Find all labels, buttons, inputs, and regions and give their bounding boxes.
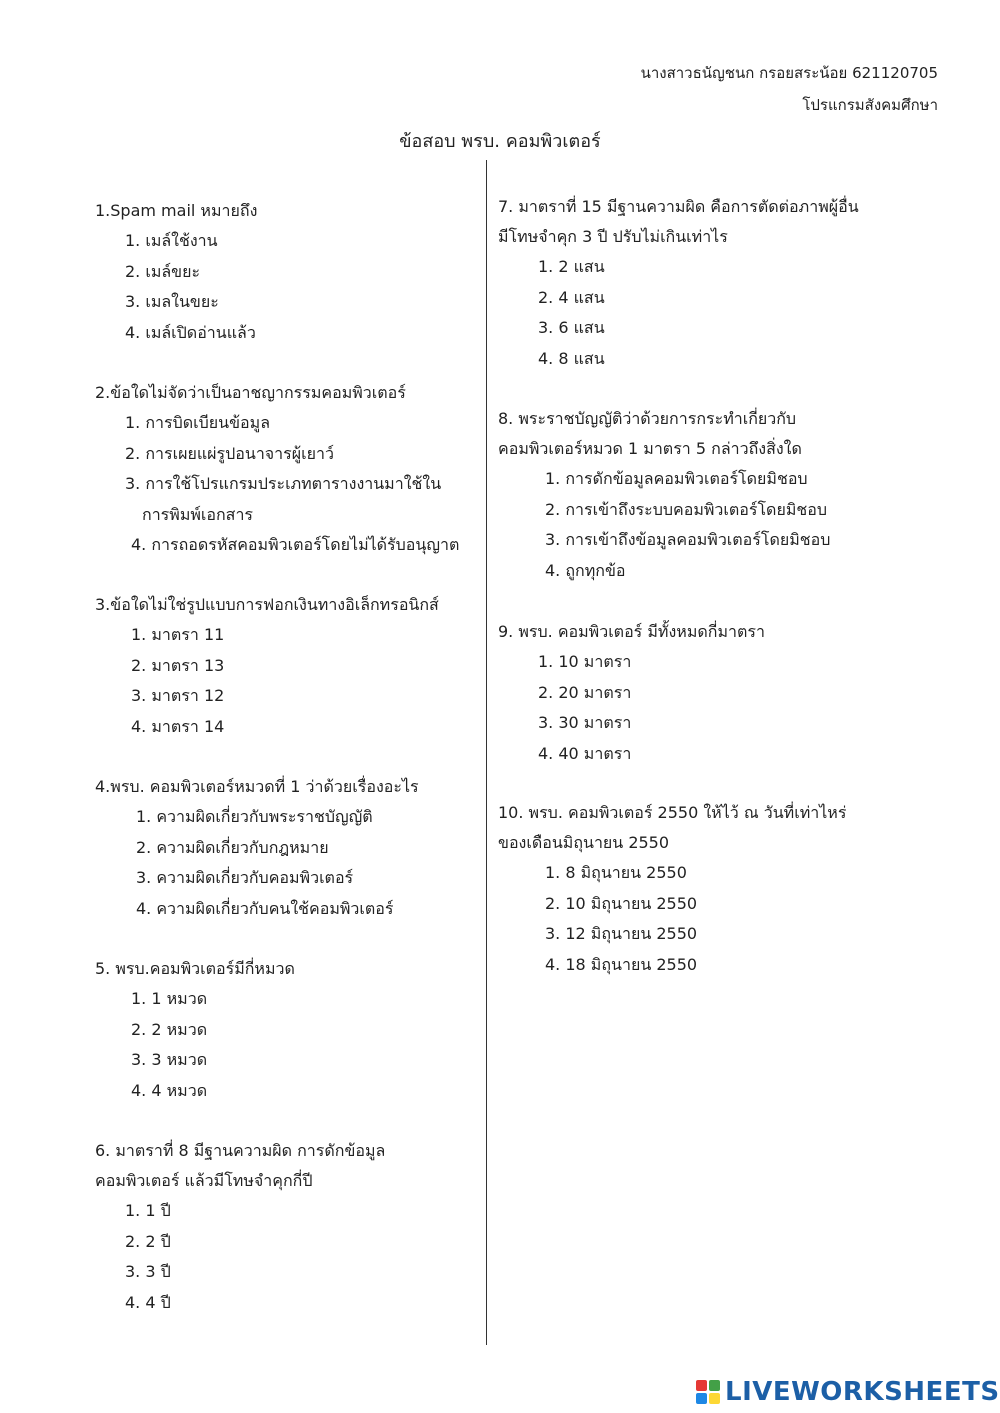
option: 1. การบิดเบียนข้อมูล (125, 413, 270, 432)
liveworksheets-logo-icon (696, 1380, 720, 1404)
option: 2. เมล์ขยะ (125, 261, 201, 281)
option: 2. 2 ปี (125, 1231, 171, 1251)
question-4 (95, 772, 419, 924)
page-title: ข้อสอบ พรบ. คอมพิวเตอร์ (399, 131, 601, 152)
option: 4. ถูกทุกข้อ (545, 560, 626, 580)
brand-text: LIVEWORKSHEETS (725, 1377, 1000, 1407)
logo-square (709, 1380, 720, 1391)
option: 3. 12 มิถุนายน 2550 (545, 924, 698, 943)
option: 3. 3 ปี (125, 1262, 171, 1281)
option: 2. ความผิดเกี่ยวกับกฎหมาย (136, 837, 329, 857)
option: 4. 4 ปี (125, 1292, 171, 1312)
option: 4. ความผิดเกี่ยวกับคนใช้คอมพิวเตอร์ (136, 898, 394, 918)
option: 3. 3 หมวด (131, 1050, 208, 1069)
question-text-continuation: คอมพิวเตอร์ แล้วมีโทษจำคุกกี่ปี (95, 1171, 313, 1190)
column-divider (486, 160, 487, 1345)
logo-square (696, 1380, 707, 1391)
question-10 (498, 798, 846, 980)
logo-square (709, 1393, 720, 1404)
question-1 (95, 196, 257, 348)
option: 1. 10 มาตรา (538, 652, 632, 671)
question-text: 10. พรบ. คอมพิวเตอร์ 2550 ให้ไว้ ณ วันที่เท่าไหร่ (498, 803, 847, 822)
option: 4. 8 แสน (538, 348, 605, 368)
option: 3. การเข้าถึงข้อมูลคอมพิวเตอร์โดยมิชอบ (545, 530, 831, 549)
question-text: 1.Spam mail หมายถึง (95, 201, 258, 220)
question-text: 4.พรบ. คอมพิวเตอร์หมวดที่ 1 ว่าด้วยเรื่องอะไร (95, 777, 419, 796)
option: 1. เมล์ใช้งาน (125, 231, 218, 250)
liveworksheets-watermark (696, 1379, 1000, 1405)
option: 4. เมล์เปิดอ่านแล้ว (125, 322, 256, 342)
program-name: โปรแกรมสังคมศึกษา (802, 96, 938, 114)
question-9 (498, 617, 765, 769)
option: 3. มาตรา 12 (131, 686, 225, 705)
option: 1. มาตรา 11 (131, 625, 225, 644)
option: 2. มาตรา 13 (131, 655, 225, 675)
option: 2. การเข้าถึงระบบคอมพิวเตอร์โดยมิชอบ (545, 499, 827, 519)
option: 3. การใช้โปรแกรมประเภทตารางงานมาใช้ใน (125, 474, 442, 493)
question-text: 7. มาตราที่ 15 มีฐานความผิด คือการตัดต่อภาพผู้อื่น (498, 197, 859, 216)
question-8 (498, 404, 830, 586)
option: 3. 6 แสน (538, 318, 605, 337)
question-text: 8. พระราชบัญญัติว่าด้วยการกระทำเกี่ยวกับ (498, 409, 797, 428)
option: 1. ความผิดเกี่ยวกับพระราชบัญญัติ (136, 807, 373, 826)
question-2 (95, 378, 459, 561)
question-text: 5. พรบ.คอมพิวเตอร์มีกี่หมวด (95, 959, 295, 978)
question-text-continuation: คอมพิวเตอร์หมวด 1 มาตรา 5 กล่าวถึงสิ่งใด (498, 439, 802, 458)
option-continuation: การพิมพ์เอกสาร (142, 504, 254, 524)
option: 3. 30 มาตรา (538, 713, 632, 732)
question-6 (95, 1136, 385, 1318)
option: 2. 10 มิถุนายน 2550 (545, 893, 698, 913)
option: 4. 40 มาตรา (538, 743, 632, 763)
question-7 (498, 192, 859, 374)
question-text: 3.ข้อใดไม่ใช่รูปแบบการฟอกเงินทางอิเล็กทรอนิกส์ (95, 595, 439, 614)
option: 1. การดักข้อมูลคอมพิวเตอร์โดยมิชอบ (545, 469, 808, 488)
option: 1. 1 หมวด (131, 989, 208, 1008)
option: 2. 4 แสน (538, 287, 605, 307)
option: 3. ความผิดเกี่ยวกับคอมพิวเตอร์ (136, 868, 354, 887)
question-text-continuation: มีโทษจำคุก 3 ปี ปรับไม่เกินเท่าไร (498, 227, 728, 246)
option: 4. มาตรา 14 (131, 716, 225, 736)
option: 2. 20 มาตรา (538, 682, 632, 702)
question-5 (95, 954, 295, 1106)
question-text: 2.ข้อใดไม่จัดว่าเป็นอาชญากรรมคอมพิวเตอร์ (95, 383, 406, 402)
option: 4. การถอดรหัสคอมพิวเตอร์โดยไม่ได้รับอนุญาต (131, 535, 460, 554)
option: 1. 1 ปี (125, 1201, 171, 1220)
option: 3. เมลในขยะ (125, 292, 219, 311)
question-text: 6. มาตราที่ 8 มีฐานความผิด การดักข้อมูล (95, 1141, 386, 1160)
logo-square (696, 1393, 707, 1404)
question-text: 9. พรบ. คอมพิวเตอร์ มีทั้งหมดกี่มาตรา (498, 622, 765, 641)
option: 2. 2 หมวด (131, 1019, 208, 1039)
option: 4. 18 มิถุนายน 2550 (545, 954, 698, 974)
option: 2. การเผยแผ่รูปอนาจารผู้เยาว์ (125, 443, 334, 463)
option: 1. 8 มิถุนายน 2550 (545, 863, 687, 882)
question-3 (95, 590, 439, 742)
student-name: นางสาวธนัญชนก กรอยสระน้อย 621120705 (640, 64, 938, 82)
question-text-continuation: ของเดือนมิถุนายน 2550 (498, 833, 670, 852)
option: 4. 4 หมวด (131, 1080, 208, 1100)
option: 1. 2 แสน (538, 257, 605, 276)
